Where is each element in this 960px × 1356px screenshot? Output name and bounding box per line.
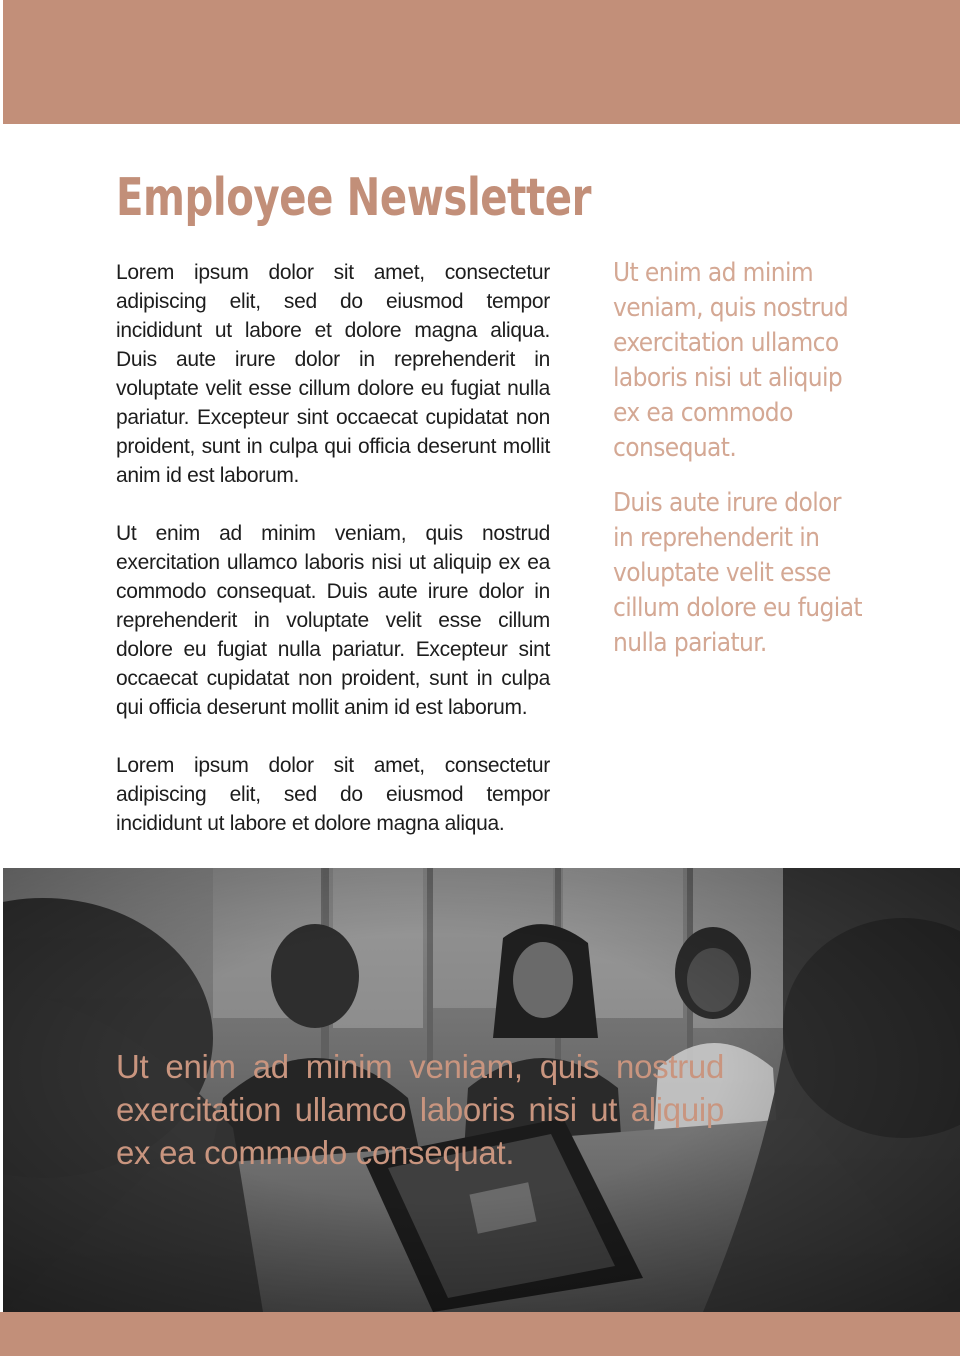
pull-quote: Ut enim ad minim veniam, quis nostrud exercitation ullamco laboris nisi ut aliquip ex ea commodo consequat. — [613, 258, 849, 463]
photo-overlay-quote: Ut enim ad minim veniam, quis nostrud exercitation ullamco laboris nisi ut aliquip ex ea commodo consequat. — [116, 1048, 724, 1171]
body-paragraph: Ut enim ad minim veniam, quis nostrud exercitation ullamco laboris nisi ut aliquip ex ea commodo consequat. Duis aute irure dolor in reprehenderit in voluptate velit esse cillum dolore eu fugiat nulla pariatur. Excepteur sint occaecat cupidatat non proident, sunt in culpa qui officia deserunt mollit anim id est laborum. — [116, 522, 550, 719]
footer-band — [0, 1312, 960, 1356]
body-paragraph: Lorem ipsum dolor sit amet, consectetur adipiscing elit, sed do eiusmod tempor incididunt ut labore et dolore magna aliqua. — [116, 754, 550, 835]
header-band — [3, 0, 960, 124]
pull-quote-column — [613, 256, 863, 681]
pull-quote: Duis aute irure dolor in reprehenderit in voluptate velit esse cillum dolore eu fugiat nulla pariatur. — [613, 488, 862, 658]
body-paragraph: Lorem ipsum dolor sit amet, consectetur adipiscing elit, sed do eiusmod tempor incididunt ut labore et dolore magna aliqua. Duis aute irure dolor in reprehenderit in voluptate velit esse cillum dolore eu fugiat nulla pariatur. Excepteur sint occaecat cupidatat non proident, sunt in culpa qui officia deserunt mollit anim id est laborum. — [116, 261, 550, 487]
team-meeting-photo — [3, 868, 960, 1312]
body-column — [116, 258, 550, 867]
page-title: Employee Newsletter — [116, 168, 592, 228]
